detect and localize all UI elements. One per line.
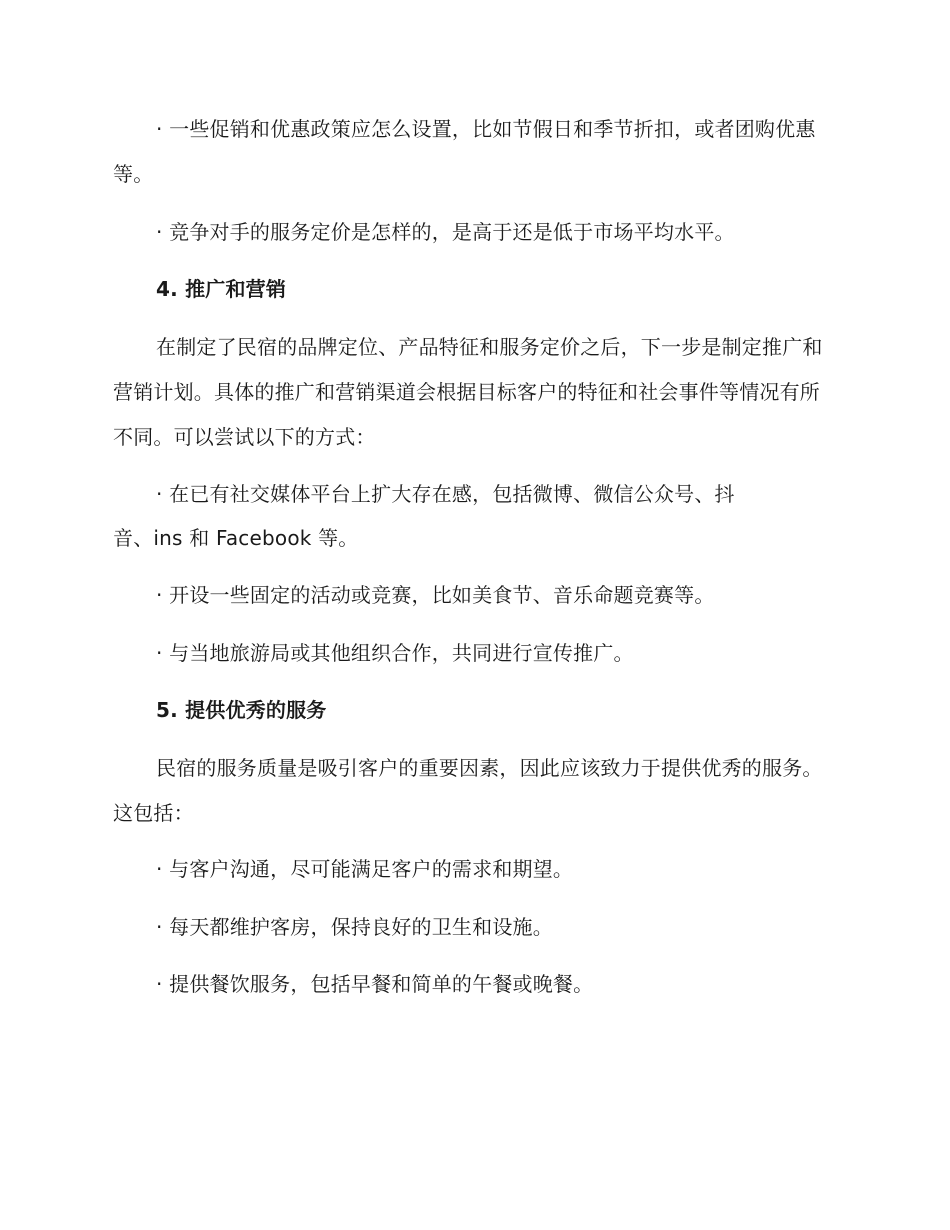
bullet-promotion-policy: · 一些促销和优惠政策应怎么设置，比如节假日和季节折扣，或者团购优惠等。: [113, 117, 816, 186]
bullet-room-maintenance: · 每天都维护客房，保持良好的卫生和设施。: [156, 915, 553, 939]
paragraph-marketing-plan: 在制定了民宿的品牌定位、产品特征和服务定价之后，下一步是制定推广和营销计划。具体的推广和营销渠道会根据目标客户的特征和社会事件等情况有所不同。可以尝试以下的方式：: [113, 335, 823, 449]
bullet-social-media-line1: · 在已有社交媒体平台上扩大存在感，包括微博、微信公众号、抖: [156, 482, 735, 506]
bullet-tourism-cooperation: · 与当地旅游局或其他组织合作，共同进行宣传推广。: [156, 641, 634, 665]
section-heading-marketing: 4. 推广和营销: [156, 277, 287, 301]
bullet-events-competitions: · 开设一些固定的活动或竞赛，比如美食节、音乐命题竞赛等。: [156, 583, 715, 607]
bullet-social-media-line2: 音、ins 和 Facebook 等。: [113, 526, 359, 550]
bullet-competitor-pricing: · 竞争对手的服务定价是怎样的，是高于还是低于市场平均水平。: [156, 220, 735, 244]
section-heading-service: 5. 提供优秀的服务: [156, 698, 327, 722]
bullet-customer-communication: · 与客户沟通，尽可能满足客户的需求和期望。: [156, 857, 574, 881]
paragraph-service-quality: 民宿的服务质量是吸引客户的重要因素，因此应该致力于提供优秀的服务。这包括：: [113, 756, 823, 825]
bullet-dining-service: · 提供餐饮服务，包括早餐和简单的午餐或晚餐。: [156, 972, 594, 996]
